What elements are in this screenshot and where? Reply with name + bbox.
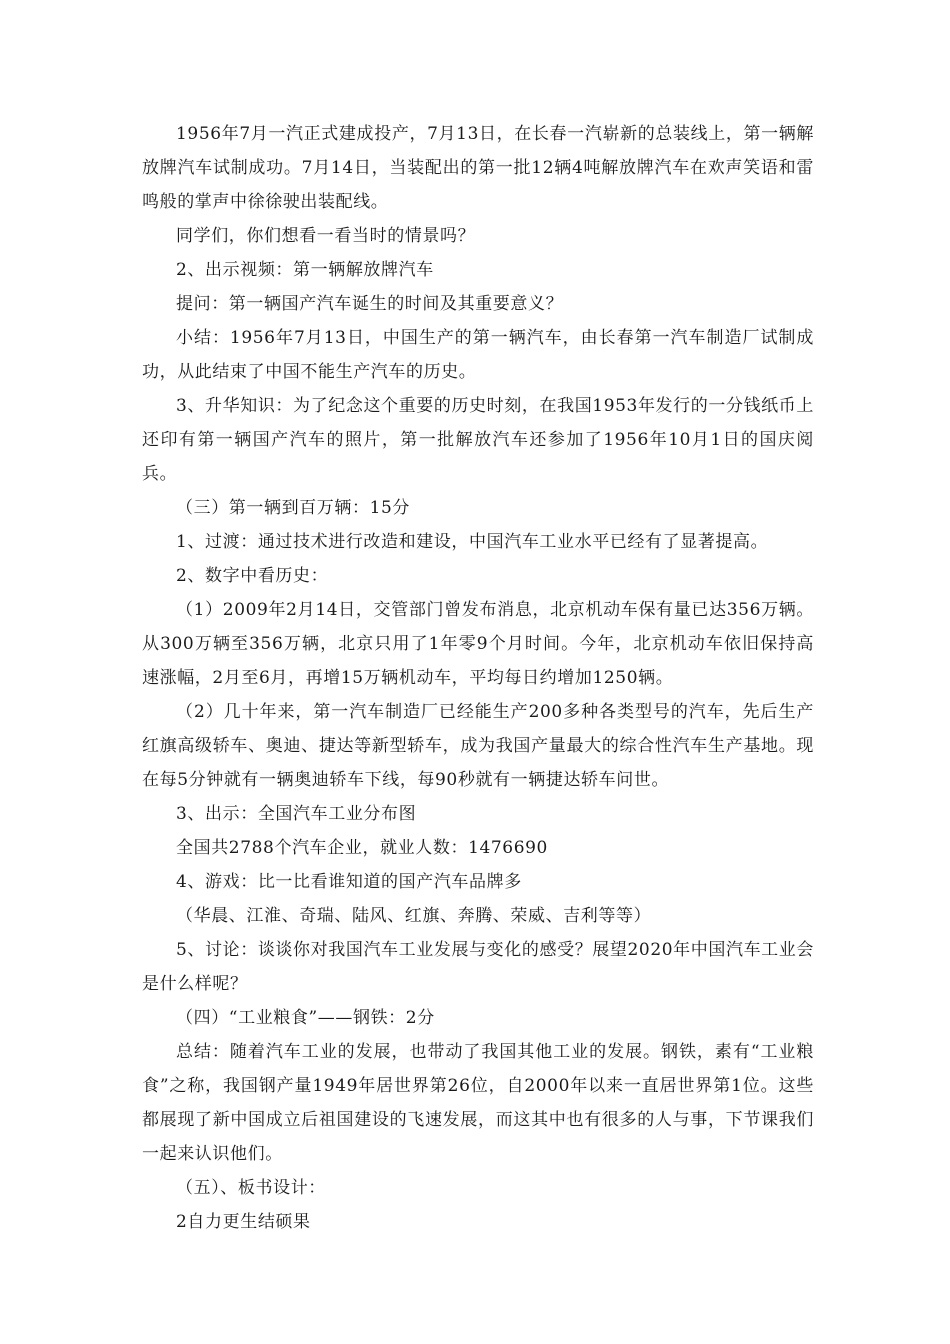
paragraph-summary: 小结：1956年7月13日，中国生产的第一辆汽车，由长春第一汽车制造厂试制成功，从此结束了中国不能生产汽车的历史。 [142,328,814,382]
paragraph-conclusion: 总结：随着汽车工业的发展，也带动了我国其他工业的发展。钢铁，素有“工业粮食”之称，我国钢产量1949年居世界第26位，自2000年以来一直居世界第1位。这些都展现了新中国成立后祖国建设的飞速发展，而这其中也有很多的人与事，下节课我们一起来认识他们。 [142,1042,814,1164]
document-body [142,117,814,1239]
paragraph-faw-models: （2）几十年来，第一汽车制造厂已经能生产200多种各类型号的汽车，先后生产红旗高级轿车、奥迪、捷达等新型轿车，成为我国产量最大的综合性汽车生产基地。现在每5分钟就有一辆奥迪轿车下线，每90秒就有一辆捷达轿车问世。 [142,702,814,790]
section-heading-four: （四）“工业粮食”——钢铁：2分 [176,1008,435,1028]
board-design-title: 2自力更生结硕果 [176,1212,311,1232]
paragraph-question: 提问：第一辆国产汽车诞生的时间及其重要意义？ [176,294,564,314]
paragraph-show-map: 3、出示：全国汽车工业分布图 [176,804,417,824]
paragraph-history-in-numbers: 2、数字中看历史： [176,566,329,586]
paragraph-enterprise-count: 全国共2788个汽车企业，就业人数：1476690 [176,838,548,858]
paragraph-discussion: 5、讨论：谈谈你对我国汽车工业发展与变化的感受？展望2020年中国汽车工业会是什么样呢？ [142,940,814,994]
paragraph-brand-list: （华晨、江淮、奇瑞、陆风、红旗、奔腾、荣威、吉利等等） [176,906,652,926]
paragraph-question-to-students: 同学们，你们想看一看当时的情景吗？ [176,226,476,246]
paragraph-first-truck-production: 1956年7月一汽正式建成投产，7月13日，在长春一汽崭新的总装线上，第一辆解放牌汽车试制成功。7月14日，当装配出的第一批12辆4吨解放牌汽车在欢声笑语和雷鸣般的掌声中徐徐驶出装配线。 [142,124,814,212]
section-heading-five: （五）、板书设计： [176,1178,326,1198]
paragraph-show-video: 2、出示视频：第一辆解放牌汽车 [176,260,434,280]
paragraph-transition: 1、过渡：通过技术进行改造和建设，中国汽车工业水平已经有了显著提高。 [176,532,769,552]
section-heading-three: （三）第一辆到百万辆：15分 [176,498,411,518]
paragraph-game: 4、游戏：比一比看谁知道的国产汽车品牌多 [176,872,522,892]
paragraph-extended-knowledge: 3、升华知识：为了纪念这个重要的历史时刻，在我国1953年发行的一分钱纸币上还印有第一辆国产汽车的照片，第一批解放汽车还参加了1956年10月1日的国庆阅兵。 [142,396,814,484]
paragraph-beijing-vehicles: （1）2009年2月14日，交管部门曾发布消息，北京机动车保有量已达356万辆。从300万辆至356万辆，北京只用了1年零9个月时间。今年，北京机动车依旧保持高速涨幅，2月至6月，再增15万辆机动车，平均每日约增加1250辆。 [142,600,814,688]
